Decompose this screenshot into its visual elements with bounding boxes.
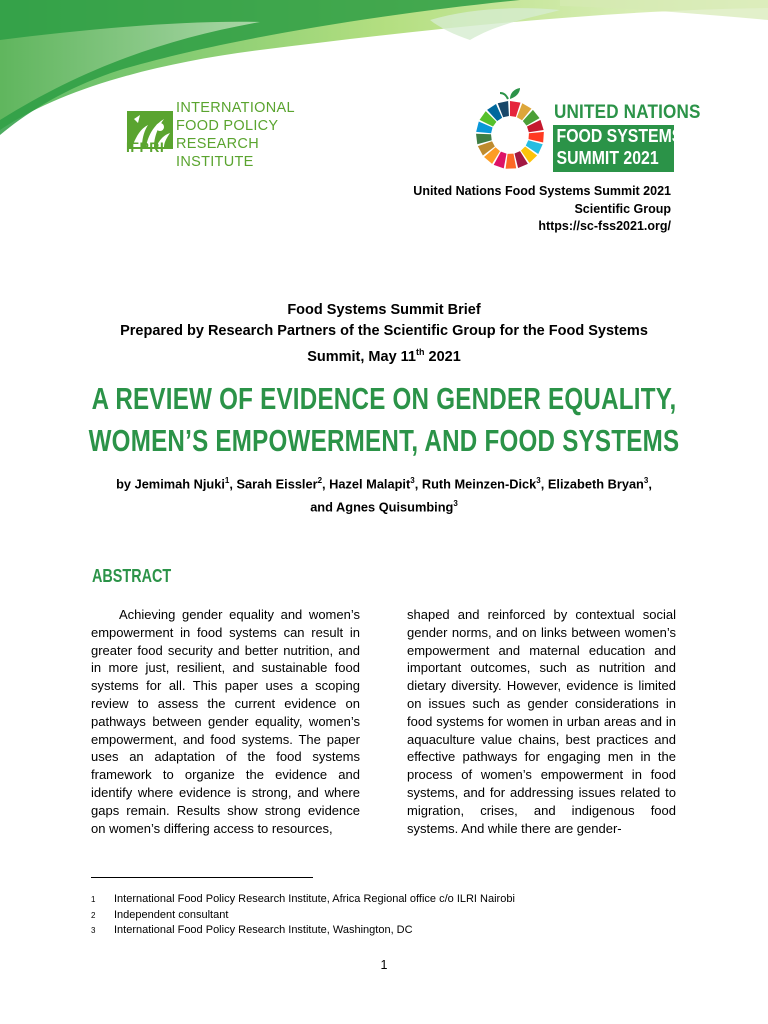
footnotes	[91, 892, 515, 939]
abstract-text-left: Achieving gender equality and women’s empowerment in food systems can result in greater food security and better nutrition, and in more just, resilient, and sustainable food systems for all. This paper uses a scoping review to assess the current evidence on pathways between gender equality, women’s empowerment, and food systems. The paper uses an adaptation of the food systems framework to organize the evidence and identify where evidence is strong, and where gaps remain. Results show strong evidence on women’s differing access to resources,	[91, 607, 360, 836]
footnote	[91, 908, 515, 924]
page-number: 1	[380, 958, 388, 972]
un-logo-title: UNITED NATIONS	[554, 102, 701, 123]
author-affil: 2	[317, 476, 323, 485]
author-line-2	[0, 494, 768, 517]
author-sep: ,	[648, 476, 652, 492]
footnote-text: Independent consultant	[114, 908, 229, 921]
ifpri-name-line: INSTITUTE	[176, 154, 254, 170]
fss-logo-line: FOOD SYSTEMS	[556, 126, 683, 146]
un-info-url[interactable]: https://sc-fss2021.org/	[538, 219, 671, 233]
title-line: A REVIEW OF EVIDENCE ON GENDER EQUALITY,	[91, 381, 677, 416]
sdg-wheel-segment	[506, 154, 517, 169]
brief-line: Food Systems Summit Brief	[287, 302, 481, 318]
author-name: Elizabeth Bryan	[547, 476, 644, 492]
brief-date-year: 2021	[424, 348, 461, 365]
fss-logo-box	[553, 125, 683, 172]
footnote	[91, 892, 515, 908]
un-info-line: United Nations Food Systems Summit 2021	[413, 184, 671, 198]
author-and: and	[310, 499, 337, 515]
fss-logo-line: SUMMIT 2021	[556, 148, 659, 168]
author-name: Jemimah Njuki	[134, 476, 225, 492]
un-info-line: Scientific Group	[574, 201, 671, 216]
brief-date-text: Summit, May 11	[307, 348, 416, 365]
page-title	[84, 378, 683, 462]
author-by: by	[116, 476, 135, 492]
footnote-number: 3	[91, 926, 96, 935]
footnote-number: 2	[91, 910, 96, 920]
abstract-column-left	[91, 606, 360, 837]
abstract-heading: ABSTRACT	[92, 566, 172, 586]
author-sep: ,	[322, 476, 330, 492]
sdg-apple-wheel-icon	[470, 87, 550, 171]
author-line-1	[0, 471, 768, 494]
brief-date-sup: th	[416, 347, 425, 357]
ifpri-name-line: INTERNATIONAL	[176, 100, 295, 116]
title-line: WOMEN’S EMPOWERMENT, AND FOOD SYSTEMS	[88, 423, 680, 458]
brief-line: Prepared by Research Partners of the Scientific Group for the Food Systems	[120, 323, 648, 339]
footnote-divider	[91, 877, 313, 878]
footnote	[91, 923, 515, 939]
footnote-text: International Food Policy Research Institute, Africa Regional office c/o ILRI Nairobi	[114, 893, 515, 905]
un-summit-info	[413, 183, 671, 236]
footnote-number: 1	[91, 895, 96, 904]
author-affil: 3	[410, 476, 415, 485]
footnote-text: International Food Policy Research Institute, Washington, DC	[114, 924, 413, 936]
author-sep: ,	[414, 476, 422, 492]
author-affil: 1	[224, 476, 230, 485]
ifpri-name-line: FOOD POLICY	[176, 118, 279, 134]
ifpri-acronym: IFPRI	[126, 139, 165, 155]
brief-line-date	[0, 342, 768, 368]
author-name: Sarah Eissler	[236, 476, 318, 492]
author-list	[0, 471, 768, 518]
author-affil: 3	[536, 476, 541, 485]
ifpri-name	[176, 99, 295, 171]
author-affil: 3	[453, 499, 458, 509]
abstract-text-right: shaped and reinforced by contextual social gender norms, and on links between women’s empowerment and maternal education and important outcomes, such as nutrition and dietary diversity. However, evidence is limited on issues such as gender considerations in food systems for women in urban areas and in aquaculture value chains, best practices and effective pathways for engaging men in the process of women’s empowerment in food systems, and for addressing issues related to migration, crises, and indigenous food systems. And while there are gender-	[407, 607, 676, 836]
author-name: Ruth Meinzen-Dick	[421, 476, 537, 492]
brief-heading	[0, 300, 768, 368]
author-sep: ,	[229, 476, 237, 492]
author-name: Hazel Malapit	[329, 476, 411, 492]
sdg-wheel-segment	[529, 132, 544, 143]
author-name: Agnes Quisumbing	[336, 499, 454, 515]
author-sep: ,	[540, 476, 548, 492]
abstract-column-right	[407, 606, 676, 837]
ifpri-name-line: RESEARCH	[176, 136, 259, 152]
author-affil: 3	[643, 476, 649, 485]
